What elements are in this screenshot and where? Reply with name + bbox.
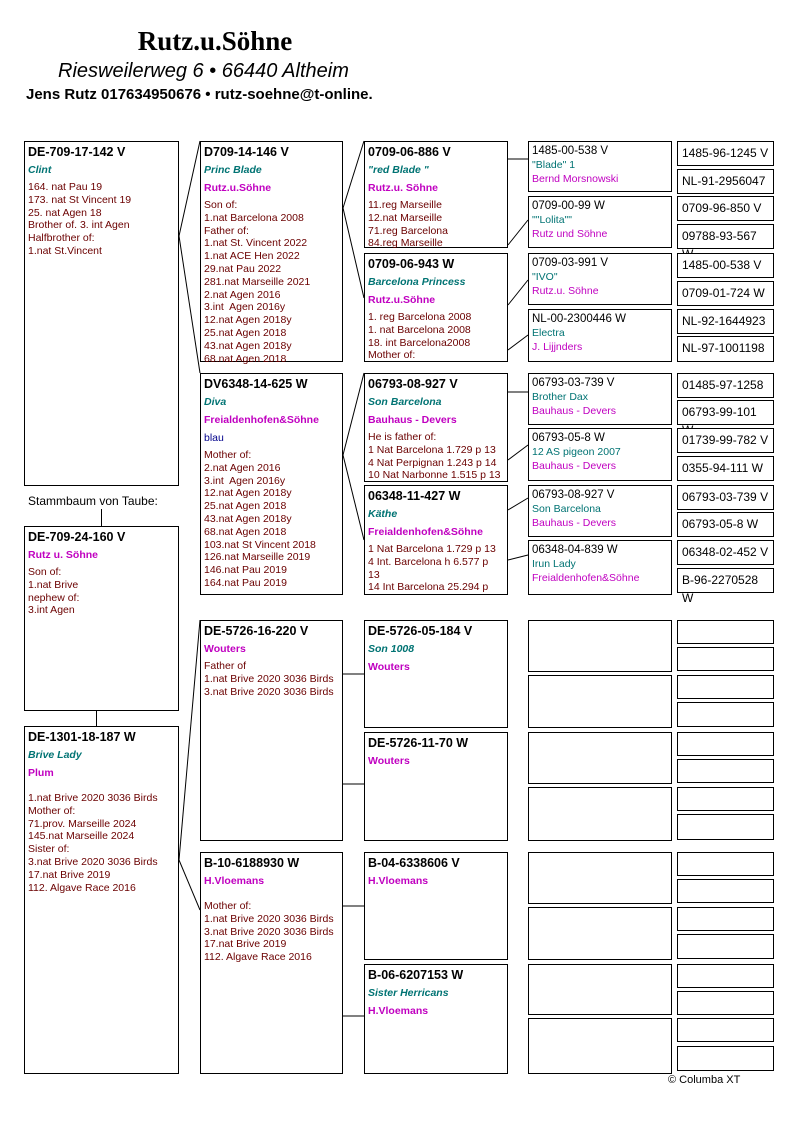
mother-card — [24, 726, 179, 1074]
breeder-name: Plum — [28, 767, 54, 779]
breeder-name: Rutz.u.Söhne — [368, 294, 436, 306]
breeder-name: Bauhaus - Devers — [532, 460, 617, 472]
great-grandparent-card — [364, 852, 508, 960]
connector-line — [101, 509, 102, 526]
gen5-card: 09788-93-567 — [677, 224, 774, 249]
pigeon-name: Electra — [532, 327, 565, 339]
ring-number: 06793-08-927 V — [532, 489, 615, 501]
gen4-card — [528, 141, 672, 192]
ring-number: DE-5726-11-70 W — [368, 736, 469, 750]
pigeon-name: Brother Dax — [532, 391, 589, 403]
ring-number: 0709-06-943 W — [368, 257, 455, 271]
breeder-name: Rutz und Söhne — [532, 228, 608, 240]
empty-gen5-card — [677, 879, 774, 903]
gen5-card: 0355-94-111 W — [677, 456, 774, 481]
great-grandparent-card — [364, 485, 508, 595]
gen4-card — [528, 540, 672, 595]
ring-number: DE-5726-16-220 V — [204, 624, 309, 638]
empty-gen4-card — [528, 787, 672, 841]
empty-gen5-card — [677, 907, 774, 931]
paternal-grandmother-card — [200, 373, 343, 595]
great-grandparent-card — [364, 620, 508, 728]
gen5-card: NL-97-1001198 — [677, 336, 774, 362]
pigeon-name: Brive Lady — [28, 749, 82, 761]
breeder-name: Rutz.u. Söhne — [368, 182, 438, 194]
breeder-name: Freialdenhofen&Söhne — [532, 572, 640, 584]
empty-gen5-card — [677, 964, 774, 988]
empty-gen4-card — [528, 1018, 672, 1074]
breeder-address: Riesweilerweg 6 • 66440 Altheim — [58, 60, 349, 82]
empty-gen5-card — [677, 732, 774, 756]
performance-notes: Mother of: 1.nat Brive 2020 3036 Birds 3.nat Brive 2020 3036 Birds 17.nat Brive 2019 112. Algave Race 2016 — [204, 900, 334, 964]
empty-gen4-card — [528, 675, 672, 728]
performance-notes: 1.nat Brive 2020 3036 Birds Mother of: 71.prov. Marseille 2024 145.nat Marseille 2024 Sister of: 3.nat Brive 2020 3036 Birds 17.nat Brive 2019 112. Algave Race 2016 — [28, 792, 158, 894]
great-grandparent-card — [364, 964, 508, 1074]
performance-notes: Mother of: 2.nat Agen 2016 3.int Agen 2016y 12.nat Agen 2018y 25.nat Agen 2018 43.nat Agen 2018y 68.nat Agen 2018 103.nat St Vincent 2018 126.nat Marseille 2019 146.nat Pau 2019 164.nat Pau 2019 — [204, 449, 316, 589]
pedigree-caption: Stammbaum von Taube: — [28, 494, 158, 508]
gen4-card — [528, 373, 672, 425]
ring-number: DV6348-14-625 W — [204, 377, 308, 391]
empty-gen5-card — [677, 620, 774, 644]
ring-number: DE-709-17-142 V — [28, 145, 126, 159]
gen5-card: 06793-05-8 W — [677, 512, 774, 537]
ring-number: B-10-6188930 W — [204, 856, 300, 870]
ring-number: 06793-03-739 V — [532, 377, 615, 389]
gen5-card: 06348-02-452 V — [677, 540, 774, 565]
performance-notes: 1. reg Barcelona 2008 1. nat Barcelona 2008 18. int Barcelona2008 Mother of: — [368, 311, 472, 362]
father-card — [24, 141, 179, 486]
pigeon-name: Irun Lady — [532, 558, 576, 570]
breeder-name: Bauhaus - Devers — [368, 414, 457, 426]
great-grandparent-card — [364, 732, 508, 841]
gen5-card: 06793-03-739 V — [677, 485, 774, 510]
empty-gen5-card — [677, 1046, 774, 1071]
great-grandparent-card — [364, 141, 508, 248]
pigeon-name: Princ Blade — [204, 164, 262, 176]
gen4-card — [528, 196, 672, 248]
performance-notes: 11.reg Marseille 12.nat Marseille 71.reg Barcelona 84.reg Marseille — [368, 199, 448, 250]
ring-number: DE-709-24-160 V — [28, 530, 126, 544]
pigeon-name: ""Lolita"" — [532, 214, 573, 226]
empty-gen5-card — [677, 647, 774, 671]
empty-gen5-card — [677, 814, 774, 840]
ring-number: 06348-04-839 W — [532, 544, 618, 556]
pigeon-name: Son Barcelona — [532, 503, 601, 515]
empty-gen4-card — [528, 907, 672, 960]
gen5-card: 0709-96-850 V — [677, 196, 774, 221]
breeder-title: Rutz.u.Söhne — [137, 26, 293, 56]
breeder-name: Bauhaus - Devers — [532, 405, 617, 417]
breeder-name: Wouters — [368, 755, 410, 767]
pigeon-name: Sister Herricans — [368, 987, 449, 999]
empty-gen5-card — [677, 702, 774, 727]
gen5-card: B-96-2270528 W — [677, 568, 774, 593]
software-credit: © Columba XT — [668, 1074, 741, 1086]
ring-number: DE-1301-18-187 W — [28, 730, 136, 744]
pigeon-name: Barcelona Princess — [368, 276, 466, 288]
gen5-card: 1485-96-1245 V — [677, 141, 774, 166]
empty-gen5-card — [677, 759, 774, 783]
breeder-name: Rutz u. Söhne — [28, 549, 98, 561]
great-grandparent-card — [364, 253, 508, 362]
empty-gen5-card — [677, 787, 774, 811]
ring-number: 0709-06-886 V — [368, 145, 451, 159]
maternal-grandmother-card — [200, 852, 343, 1074]
pigeon-name: Käthe — [368, 508, 398, 520]
ring-number: 06348-11-427 W — [368, 489, 461, 503]
pigeon-name: Son 1008 — [368, 643, 415, 655]
empty-gen5-card — [677, 852, 774, 876]
ring-number: DE-5726-05-184 V — [368, 624, 473, 638]
gen5-card: 1485-00-538 V — [677, 253, 774, 278]
pigeon-name: Clint — [28, 164, 52, 176]
ring-number: D709-14-146 V — [204, 145, 289, 159]
pigeon-name: Diva — [204, 396, 227, 408]
breeder-name: Freialdenhofen&Söhne — [368, 526, 483, 538]
empty-gen4-card — [528, 852, 672, 904]
gen4-card — [528, 428, 672, 481]
breeder-name: Rutz.u.Söhne — [204, 182, 272, 194]
breeder-name: H.Vloemans — [368, 875, 429, 887]
maternal-grandfather-card — [200, 620, 343, 841]
breeder-name: J. Lijjnders — [532, 341, 583, 353]
connector-line — [96, 711, 97, 726]
pigeon-name: Son Barcelona — [368, 396, 442, 408]
breeder-name: Bernd Morsnowski — [532, 173, 619, 185]
plumage-color: blau — [204, 432, 224, 444]
breeder-name: Wouters — [204, 643, 246, 655]
gen4-card — [528, 485, 672, 537]
gen4-card — [528, 309, 672, 362]
breeder-contact: Jens Rutz 017634950676 • rutz-soehne@t-online. — [26, 86, 373, 103]
breeder-name: Freialdenhofen&Söhne — [204, 414, 319, 426]
performance-notes: He is father of: 1 Nat Barcelona 1.729 p 13 4 Nat Perpignan 1.243 p 14 10 Nat Narbonne 1.515 p 13 — [368, 431, 501, 482]
paternal-grandfather-card — [200, 141, 343, 365]
breeder-name: Bauhaus - Devers — [532, 517, 617, 529]
gen5-card: 06793-99-101 — [677, 400, 774, 425]
ring-number: 0709-00-99 W — [532, 200, 605, 212]
breeder-name: Rutz.u. Söhne — [532, 285, 599, 297]
pigeon-name: "red Blade " — [368, 164, 429, 176]
breeder-name: Wouters — [368, 661, 410, 673]
empty-gen5-card — [677, 991, 774, 1015]
subject-pigeon-card — [24, 526, 179, 711]
empty-gen5-card — [677, 1018, 774, 1042]
great-grandparent-card — [364, 373, 508, 482]
breeder-name: H.Vloemans — [368, 1005, 429, 1017]
performance-notes: Son of: 1.nat Brive nephew of: 3.int Agen — [28, 566, 80, 617]
gen4-card — [528, 253, 672, 305]
pigeon-name: "Blade" 1 — [532, 159, 576, 171]
performance-notes: Father of 1.nat Brive 2020 3036 Birds 3.nat Brive 2020 3036 Birds — [204, 660, 334, 698]
gen5-card: NL-91-2956047 — [677, 169, 774, 194]
performance-notes: 164. nat Pau 19 173. nat St Vincent 19 25. nat Agen 18 Brother of. 3. int Agen Halfbrother of: 1.nat St.Vincent — [28, 181, 132, 257]
empty-gen5-card — [677, 934, 774, 959]
ring-number: 06793-05-8 W — [532, 432, 605, 444]
empty-gen4-card — [528, 964, 672, 1015]
pigeon-name: "IVO" — [532, 271, 558, 283]
breeder-name: H.Vloemans — [204, 875, 265, 887]
performance-notes: 1 Nat Barcelona 1.729 p 13 4 Int. Barcelona h 6.577 p 13 14 Int Barcelona 25.294 p — [368, 543, 496, 594]
performance-notes: Son of: 1.nat Barcelona 2008 Father of: 1.nat St. Vincent 2022 1.nat ACE Hen 2022 29.nat Pau 2022 281.nat Marseille 2021 2.nat Agen 2016 3.int Agen 2016y 12.nat Agen 2018y 25.nat Agen 2018 43.nat Agen 2018y 68.nat Agen 2018 — [204, 199, 311, 365]
empty-gen5-card — [677, 675, 774, 699]
gen5-card: 01485-97-1258 — [677, 373, 774, 398]
ring-number: B-06-6207153 W — [368, 968, 464, 982]
gen5-card: 0709-01-724 W — [677, 281, 774, 306]
ring-number: 06793-08-927 V — [368, 377, 458, 391]
ring-number: B-04-6338606 V — [368, 856, 460, 870]
pigeon-name: 12 AS pigeon 2007 — [532, 446, 621, 458]
empty-gen4-card — [528, 732, 672, 784]
gen5-card: NL-92-1644923 — [677, 309, 774, 334]
ring-number: 0709-03-991 V — [532, 257, 609, 269]
ring-number: 1485-00-538 V — [532, 145, 609, 157]
ring-number: NL-00-2300446 W — [532, 313, 626, 325]
empty-gen4-card — [528, 620, 672, 672]
gen5-card: 01739-99-782 V — [677, 428, 774, 453]
